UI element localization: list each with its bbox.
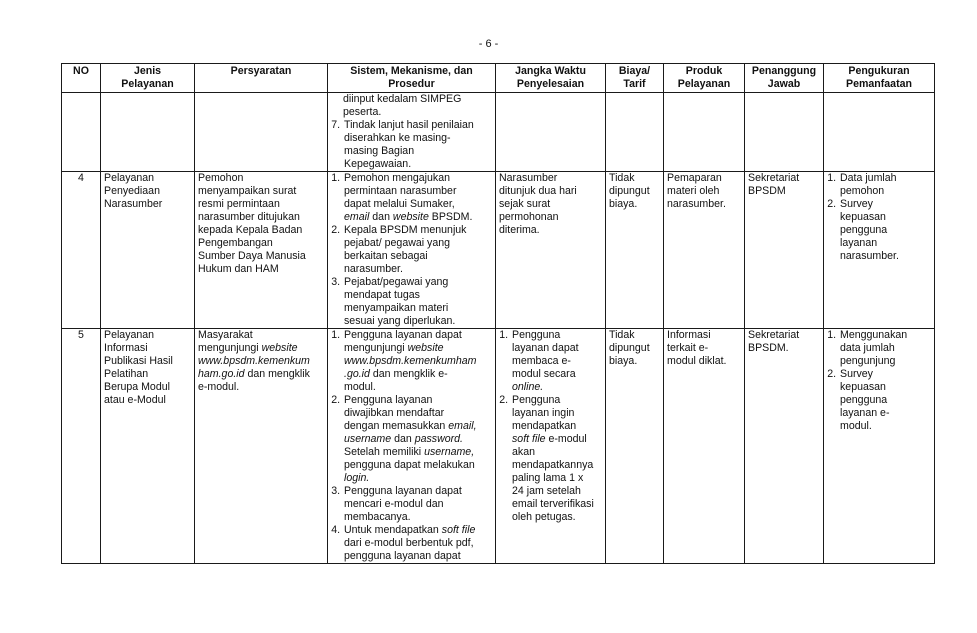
cell-product <box>664 93 745 172</box>
cell-service <box>101 93 195 172</box>
cell-no: 5 <box>62 329 101 564</box>
cell-product: Informasi terkait e- modul diklat. <box>664 329 745 564</box>
table-row-4 <box>62 172 935 329</box>
procedure-steps <box>331 119 492 171</box>
procedure-step: 3. Pengguna layanan dapat mencari e-modul dan membacanya. <box>343 485 492 524</box>
duration-item: 2. Pengguna layanan ingin mendapatkan soft file e-modul akan mendapatkannya paling lama 1 x 24 jam setelah email terverifikasi oleh petugas. <box>511 394 602 524</box>
table-header-row <box>62 64 935 93</box>
cell-procedure <box>328 172 496 329</box>
procedure-step: 1. Pemohon mengajukan permintaan narasumber dapat melalui Sumaker, email dan website BPSDM. <box>343 172 492 224</box>
cell-measurement <box>824 329 935 564</box>
cell-no: 4 <box>62 172 101 329</box>
cell-product: Pemaparan materi oleh narasumber. <box>664 172 745 329</box>
header-duration: Jangka Waktu Penyelesaian <box>496 64 606 93</box>
cell-cost: Tidak dipungut biaya. <box>606 172 664 329</box>
cell-cost: Tidak dipungut biaya. <box>606 329 664 564</box>
procedure-step: 4. Untuk mendapatkan soft file dari e-modul berbentuk pdf, pengguna layanan dapat <box>343 524 492 563</box>
measurement-item: 1. Menggunakan data jumlah pengunjung <box>839 329 931 368</box>
cell-requirements: Masyarakat mengunjungi website www.bpsdm.kemenkum ham.go.id dan mengklik e-modul. <box>195 329 328 564</box>
service-standards-table <box>61 63 935 564</box>
header-requirements: Persyaratan <box>195 64 328 93</box>
cell-duration: Narasumber ditunjuk dua hari sejak surat permohonan diterima. <box>496 172 606 329</box>
cell-duration <box>496 329 606 564</box>
measurement-item: 1. Data jumlah pemohon <box>839 172 931 198</box>
cell-responsible <box>745 93 824 172</box>
cell-requirements <box>195 93 328 172</box>
cell-procedure <box>328 93 496 172</box>
duration-list <box>499 329 602 524</box>
cell-service: Pelayanan Penyediaan Narasumber <box>101 172 195 329</box>
procedure-step: 7. Tindak lanjut hasil penilaian diserahkan ke masing- masing Bagian Kepegawaian. <box>343 119 492 171</box>
cell-requirements: Pemohon menyampaikan surat resmi permintaan narasumber ditujukan kepada Kepala Badan Pengembangan Sumber Daya Manusia Hukum dan HAM <box>195 172 328 329</box>
cell-cost <box>606 93 664 172</box>
procedure-step: 3. Pejabat/pegawai yang mendapat tugas menyampaikan materi sesuai yang diperlukan. <box>343 276 492 328</box>
header-product: Produk Pelayanan <box>664 64 745 93</box>
measurement-item: 2. Survey kepuasan pengguna layanan e- modul. <box>839 368 931 433</box>
cell-no <box>62 93 101 172</box>
measurement-item: 2. Survey kepuasan pengguna layanan narasumber. <box>839 198 931 263</box>
measurement-list <box>827 329 931 433</box>
cell-responsible: Sekretariat BPSDM. <box>745 329 824 564</box>
header-procedure: Sistem, Mekanisme, dan Prosedur <box>328 64 496 93</box>
procedure-step: 1. Pengguna layanan dapat mengunjungi website www.bpsdm.kemenkumham .go.id dan mengklik e- modul. <box>343 329 492 394</box>
cell-responsible: Sekretariat BPSDM <box>745 172 824 329</box>
header-service-type: Jenis Pelayanan <box>101 64 195 93</box>
header-measurement: Pengukuran Pemanfaatan <box>824 64 935 93</box>
procedure-steps <box>331 172 492 328</box>
procedure-steps <box>331 329 492 563</box>
table-row-5 <box>62 329 935 564</box>
header-no: NO <box>62 64 101 93</box>
table-row-continuation <box>62 93 935 172</box>
cell-service: Pelayanan Informasi Publikasi Hasil Pelatihan Berupa Modul atau e-Modul <box>101 329 195 564</box>
header-responsible: Penanggung Jawab <box>745 64 824 93</box>
page-number: - 6 - <box>478 38 499 50</box>
cell-measurement <box>824 172 935 329</box>
procedure-step: 2. Pengguna layanan diwajibkan mendaftar dengan memasukkan email, username dan password. Setelah memiliki username, pengguna dapat melakukan login. <box>343 394 492 485</box>
cell-duration <box>496 93 606 172</box>
cell-measurement <box>824 93 935 172</box>
measurement-list <box>827 172 931 263</box>
procedure-step: 2. Kepala BPSDM menunjuk pejabat/ pegawai yang berkaitan sebagai narasumber. <box>343 224 492 276</box>
header-cost: Biaya/ Tarif <box>606 64 664 93</box>
procedure-continued-text: diinput kedalam SIMPEG peserta. <box>343 93 462 118</box>
duration-item: 1. Pengguna layanan dapat membaca e- modul secara online. <box>511 329 602 394</box>
cell-procedure <box>328 329 496 564</box>
